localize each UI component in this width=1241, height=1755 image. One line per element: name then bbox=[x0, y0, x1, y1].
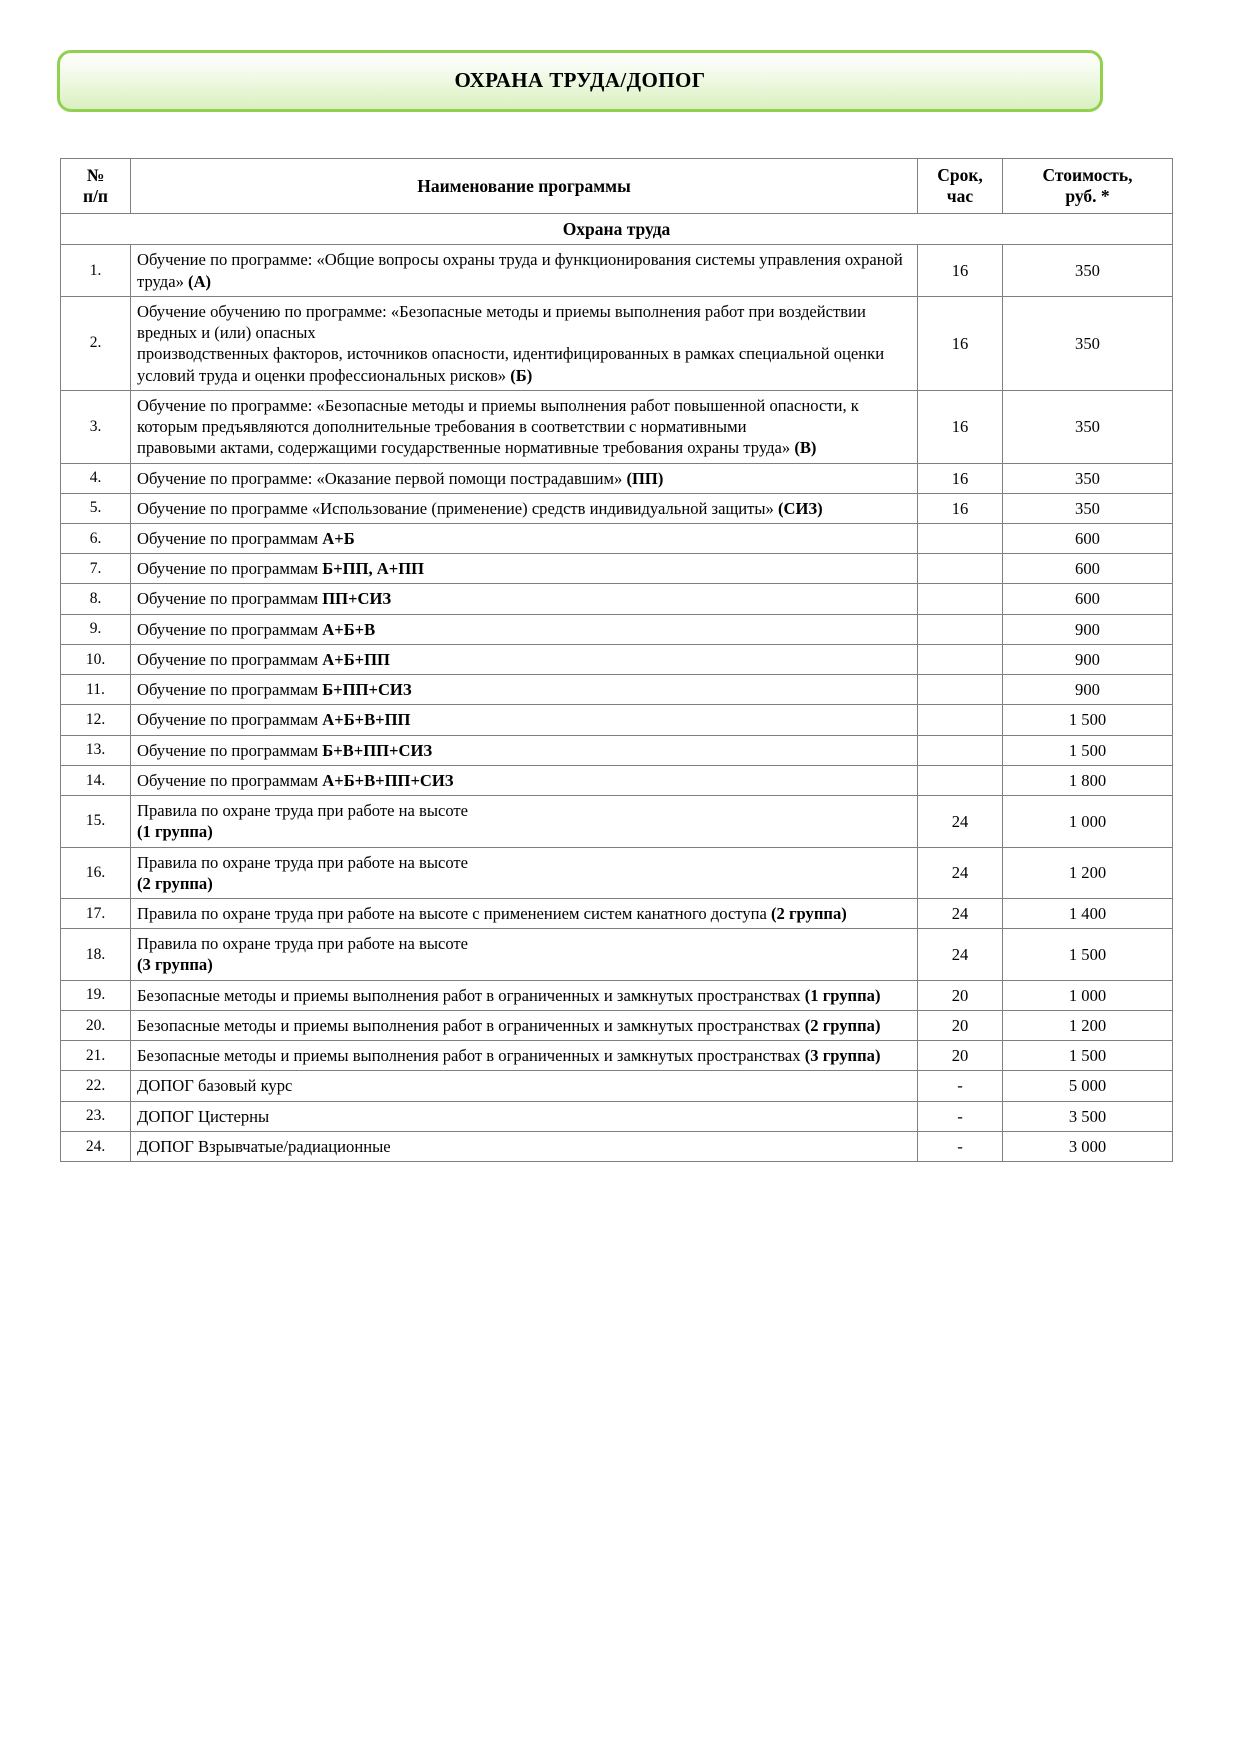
duration-hours bbox=[918, 614, 1003, 644]
program-name-text: Обучение по программе: «Безопасные методы и приемы выполнения работ повышенной опасности, к которым предъявляются дополнительные требования в соответствии с нормативными правовыми актами, содержащими государственные нормативные требования охраны труда» bbox=[137, 395, 859, 458]
row-number: 18. bbox=[61, 929, 131, 980]
row-number: 11. bbox=[61, 675, 131, 705]
row-number: 17. bbox=[61, 899, 131, 929]
table-row bbox=[61, 554, 1173, 584]
program-name-text: ДОПОГ Взрывчатые/радиационные bbox=[137, 1136, 391, 1156]
table-row bbox=[61, 1041, 1173, 1071]
table-row bbox=[61, 980, 1173, 1010]
column-header-price bbox=[1003, 159, 1173, 214]
column-header-program-name: Наименование программы bbox=[131, 159, 918, 214]
duration-hours: - bbox=[918, 1071, 1003, 1101]
page-title: ОХРАНА ТРУДА/ДОПОГ bbox=[454, 68, 706, 93]
table-row bbox=[61, 584, 1173, 614]
table-header bbox=[61, 159, 1173, 214]
program-name bbox=[131, 899, 918, 929]
program-name-text: ДОПОГ Цистерны bbox=[137, 1106, 270, 1126]
price-value: 350 bbox=[1003, 390, 1173, 463]
program-name bbox=[131, 1071, 918, 1101]
table-row bbox=[61, 899, 1173, 929]
row-number: 10. bbox=[61, 644, 131, 674]
column-header-price-line2: руб. * bbox=[1065, 186, 1110, 206]
column-header-duration-line2: час bbox=[946, 186, 974, 206]
program-name-text: Обучение по программам bbox=[137, 770, 323, 790]
program-name bbox=[131, 980, 918, 1010]
program-name-text: Безопасные методы и приемы выполнения работ в ограниченных и замкнутых пространствах bbox=[137, 985, 805, 1005]
duration-hours: 24 bbox=[918, 929, 1003, 980]
row-number: 5. bbox=[61, 493, 131, 523]
banner-box bbox=[57, 50, 1103, 112]
program-code-label: (2 группа) bbox=[771, 904, 847, 924]
program-name-text: Обучение по программам bbox=[137, 740, 323, 760]
table-row bbox=[61, 245, 1173, 296]
price-value: 1 200 bbox=[1003, 847, 1173, 898]
program-name-text: Безопасные методы и приемы выполнения работ в ограниченных и замкнутых пространствах bbox=[137, 1046, 805, 1066]
price-value: 5 000 bbox=[1003, 1071, 1173, 1101]
duration-hours bbox=[918, 735, 1003, 765]
column-header-duration bbox=[918, 159, 1003, 214]
table-row bbox=[61, 463, 1173, 493]
program-name bbox=[131, 523, 918, 553]
row-number: 7. bbox=[61, 554, 131, 584]
program-name bbox=[131, 1131, 918, 1161]
table-row bbox=[61, 523, 1173, 553]
table-row bbox=[61, 705, 1173, 735]
price-value: 3 500 bbox=[1003, 1101, 1173, 1131]
row-number: 23. bbox=[61, 1101, 131, 1131]
table-row bbox=[61, 614, 1173, 644]
program-name bbox=[131, 1010, 918, 1040]
program-name-text: Обучение обучению по программе: «Безопасные методы и приемы выполнения работ при воздействии вредных и (или) опасных производственных факторов, источников опасности, идентифицированных в рамках специальной оценки условий труда и оценки профессиональных рисков» bbox=[137, 301, 885, 385]
duration-hours: 16 bbox=[918, 463, 1003, 493]
page-banner bbox=[57, 50, 1103, 112]
row-number: 8. bbox=[61, 584, 131, 614]
program-code-label: (1 группа) bbox=[804, 985, 881, 1005]
table-row bbox=[61, 796, 1173, 847]
table-row bbox=[61, 1101, 1173, 1131]
program-code-label: А+Б+ПП bbox=[322, 649, 390, 669]
program-code-label: (2 группа) bbox=[804, 1015, 881, 1035]
row-number: 15. bbox=[61, 796, 131, 847]
program-name bbox=[131, 245, 918, 296]
price-value: 1 200 bbox=[1003, 1010, 1173, 1040]
program-name-text: Безопасные методы и приемы выполнения работ в ограниченных и замкнутых пространствах bbox=[137, 1015, 805, 1035]
duration-hours: - bbox=[918, 1101, 1003, 1131]
duration-hours: 16 bbox=[918, 245, 1003, 296]
price-value: 3 000 bbox=[1003, 1131, 1173, 1161]
price-value: 900 bbox=[1003, 614, 1173, 644]
program-name-text: Обучение по программам bbox=[137, 680, 323, 700]
price-value: 1 000 bbox=[1003, 980, 1173, 1010]
program-name bbox=[131, 584, 918, 614]
row-number: 16. bbox=[61, 847, 131, 898]
row-number: 22. bbox=[61, 1071, 131, 1101]
program-name-text: ДОПОГ базовый курс bbox=[137, 1076, 293, 1096]
row-number: 4. bbox=[61, 463, 131, 493]
table-row bbox=[61, 675, 1173, 705]
duration-hours: 20 bbox=[918, 980, 1003, 1010]
duration-hours: 16 bbox=[918, 390, 1003, 463]
program-name-text: Обучение по программе: «Общие вопросы охраны труда и функционирования системы управления охраной труда» bbox=[137, 250, 903, 291]
row-number: 1. bbox=[61, 245, 131, 296]
program-name bbox=[131, 1041, 918, 1071]
duration-hours bbox=[918, 644, 1003, 674]
table-row bbox=[61, 390, 1173, 463]
duration-hours bbox=[918, 523, 1003, 553]
program-code-label: (3 группа) bbox=[804, 1046, 881, 1066]
table-row bbox=[61, 929, 1173, 980]
duration-hours bbox=[918, 675, 1003, 705]
program-code-label: Б+ПП+СИЗ bbox=[322, 680, 412, 700]
price-value: 600 bbox=[1003, 523, 1173, 553]
duration-hours bbox=[918, 584, 1003, 614]
column-header-number bbox=[61, 159, 131, 214]
price-value: 350 bbox=[1003, 463, 1173, 493]
duration-hours: 20 bbox=[918, 1010, 1003, 1040]
table-row bbox=[61, 1071, 1173, 1101]
program-code-label: А+Б+В+ПП+СИЗ bbox=[322, 770, 454, 790]
program-name-text: Обучение по программам bbox=[137, 589, 323, 609]
program-name-text: Обучение по программе: «Оказание первой помощи пострадавшим» bbox=[137, 468, 627, 488]
row-number: 24. bbox=[61, 1131, 131, 1161]
program-name-text: Обучение по программам bbox=[137, 619, 323, 639]
program-name bbox=[131, 796, 918, 847]
duration-hours: 24 bbox=[918, 796, 1003, 847]
price-value: 1 000 bbox=[1003, 796, 1173, 847]
price-value: 1 500 bbox=[1003, 929, 1173, 980]
row-number: 19. bbox=[61, 980, 131, 1010]
price-value: 1 400 bbox=[1003, 899, 1173, 929]
program-code-label: А+Б bbox=[322, 528, 355, 548]
program-name bbox=[131, 493, 918, 523]
price-value: 350 bbox=[1003, 296, 1173, 390]
table-row bbox=[61, 644, 1173, 674]
price-value: 1 800 bbox=[1003, 765, 1173, 795]
column-header-number-line2: п/п bbox=[82, 186, 109, 206]
duration-hours: 20 bbox=[918, 1041, 1003, 1071]
table-header-row bbox=[61, 159, 1173, 214]
program-code-label: А+Б+В bbox=[322, 619, 376, 639]
program-name bbox=[131, 644, 918, 674]
program-name bbox=[131, 847, 918, 898]
program-code-label: (2 группа) bbox=[137, 873, 213, 893]
program-code-label: ПП+СИЗ bbox=[322, 589, 392, 609]
program-code-label: Б+В+ПП+СИЗ bbox=[322, 740, 433, 760]
program-name bbox=[131, 463, 918, 493]
table-row bbox=[61, 765, 1173, 795]
program-name bbox=[131, 1101, 918, 1131]
program-code-label: (Б) bbox=[510, 365, 533, 385]
program-name-text: Обучение по программам bbox=[137, 649, 323, 669]
column-header-price-line1: Стоимость, bbox=[1042, 165, 1133, 185]
price-value: 600 bbox=[1003, 584, 1173, 614]
price-value: 1 500 bbox=[1003, 735, 1173, 765]
duration-hours: 24 bbox=[918, 847, 1003, 898]
table-body bbox=[61, 214, 1173, 1162]
program-name bbox=[131, 614, 918, 644]
duration-hours: 16 bbox=[918, 296, 1003, 390]
table-row bbox=[61, 296, 1173, 390]
program-code-label: (ПП) bbox=[626, 468, 664, 488]
section-title-labor-safety: Охрана труда bbox=[61, 214, 1173, 245]
price-value: 900 bbox=[1003, 675, 1173, 705]
program-name-text: Обучение по программам bbox=[137, 710, 323, 730]
program-name bbox=[131, 296, 918, 390]
duration-hours bbox=[918, 765, 1003, 795]
table-row bbox=[61, 735, 1173, 765]
row-number: 2. bbox=[61, 296, 131, 390]
section-header-row bbox=[61, 214, 1173, 245]
program-name bbox=[131, 675, 918, 705]
row-number: 14. bbox=[61, 765, 131, 795]
column-header-number-line1: № bbox=[86, 165, 105, 185]
program-name-text: Обучение по программе «Использование (применение) средств индивидуальной защиты» bbox=[137, 498, 778, 518]
table-row bbox=[61, 493, 1173, 523]
price-value: 600 bbox=[1003, 554, 1173, 584]
program-name-text: Правила по охране труда при работе на высоте bbox=[137, 852, 469, 872]
price-value: 350 bbox=[1003, 493, 1173, 523]
program-name bbox=[131, 929, 918, 980]
program-name bbox=[131, 735, 918, 765]
table-row bbox=[61, 1131, 1173, 1161]
duration-hours bbox=[918, 705, 1003, 735]
duration-hours: 16 bbox=[918, 493, 1003, 523]
row-number: 12. bbox=[61, 705, 131, 735]
row-number: 20. bbox=[61, 1010, 131, 1040]
program-code-label: (СИЗ) bbox=[777, 498, 823, 518]
table-row bbox=[61, 847, 1173, 898]
program-code-label: (А) bbox=[188, 271, 212, 291]
program-code-label: Б+ПП, А+ПП bbox=[322, 559, 425, 579]
program-code-label: (1 группа) bbox=[137, 822, 213, 842]
program-name bbox=[131, 390, 918, 463]
row-number: 21. bbox=[61, 1041, 131, 1071]
program-name bbox=[131, 554, 918, 584]
price-value: 350 bbox=[1003, 245, 1173, 296]
column-header-duration-line1: Срок, bbox=[937, 165, 983, 185]
price-value: 900 bbox=[1003, 644, 1173, 674]
duration-hours: - bbox=[918, 1131, 1003, 1161]
price-table bbox=[60, 158, 1173, 1162]
duration-hours bbox=[918, 554, 1003, 584]
price-value: 1 500 bbox=[1003, 1041, 1173, 1071]
program-name-text: Правила по охране труда при работе на высоте bbox=[137, 934, 469, 954]
program-name bbox=[131, 705, 918, 735]
program-name-text: Обучение по программам bbox=[137, 528, 323, 548]
program-name-text: Обучение по программам bbox=[137, 559, 323, 579]
price-value: 1 500 bbox=[1003, 705, 1173, 735]
row-number: 9. bbox=[61, 614, 131, 644]
program-code-label: (В) bbox=[794, 438, 817, 458]
table-row bbox=[61, 1010, 1173, 1040]
price-table-container bbox=[60, 158, 1172, 1162]
row-number: 13. bbox=[61, 735, 131, 765]
program-name-text: Правила по охране труда при работе на высоте с применением систем канатного доступа bbox=[137, 904, 772, 924]
program-name bbox=[131, 765, 918, 795]
duration-hours: 24 bbox=[918, 899, 1003, 929]
row-number: 6. bbox=[61, 523, 131, 553]
program-code-label: (3 группа) bbox=[137, 955, 213, 975]
row-number: 3. bbox=[61, 390, 131, 463]
program-name-text: Правила по охране труда при работе на высоте bbox=[137, 801, 469, 821]
program-code-label: А+Б+В+ПП bbox=[322, 710, 411, 730]
